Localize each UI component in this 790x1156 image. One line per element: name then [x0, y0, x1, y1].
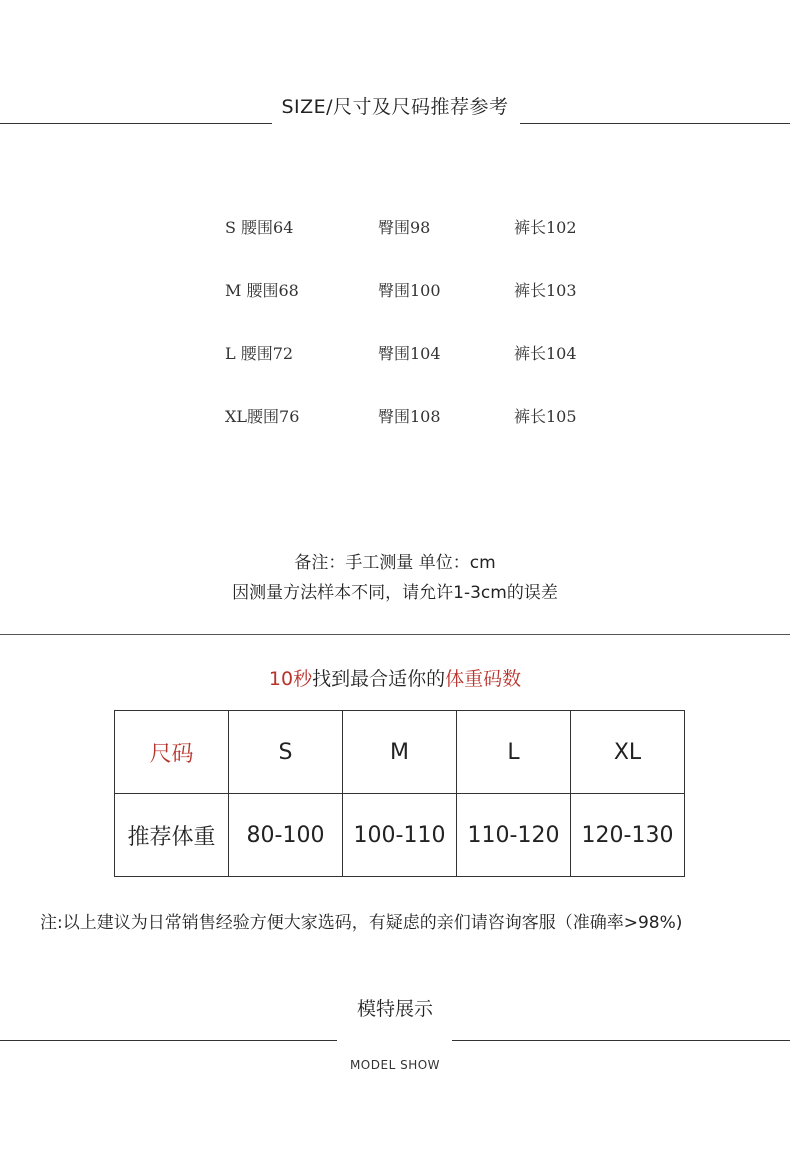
weight-heading: [0, 664, 790, 691]
measurement-note: 备注：手工测量 单位：cm: [294, 553, 496, 573]
measurement-tolerance-note: 因测量方法样本不同，请允许1-3cm的误差: [232, 583, 558, 603]
size-hip: 臀围100: [378, 281, 441, 300]
size-row-m: [225, 278, 299, 301]
table-row: [115, 711, 685, 794]
table-cell-weight: 110-120: [457, 794, 571, 877]
size-row-xl-hip: [378, 404, 441, 427]
table-cell-weight: 100-110: [343, 794, 457, 877]
table-cell-weight: 80-100: [229, 794, 343, 877]
size-row-l-length: [514, 341, 577, 364]
weight-table: [114, 710, 685, 877]
table-row: [115, 794, 685, 877]
heading-highlight-seconds: 10秒: [268, 668, 313, 690]
model-section-title: 模特展示: [356, 998, 433, 1020]
table-header-size: M: [343, 711, 457, 794]
recommendation-disclaimer: 注:以上建议为日常销售经验方便大家选码，有疑虑的亲们请咨询客服（准确率>98%): [40, 913, 683, 933]
table-header-size: L: [457, 711, 571, 794]
size-row-m-length: [514, 278, 577, 301]
size-hip: 臀围104: [378, 344, 441, 363]
size-row-l-hip: [378, 341, 441, 364]
size-waist: S 腰围64: [225, 218, 294, 237]
size-row-s-hip: [378, 215, 430, 238]
table-header-size-label: 尺码: [115, 711, 229, 794]
section-divider: [0, 634, 790, 635]
size-row-xl-length: [514, 404, 577, 427]
table-header-size: XL: [571, 711, 685, 794]
size-length: 裤长103: [514, 281, 577, 300]
size-length: 裤长104: [514, 344, 577, 363]
title-left-rule: [0, 123, 272, 124]
model-right-rule: [452, 1040, 790, 1041]
size-row-s-length: [514, 215, 577, 238]
size-hip: 臀围98: [378, 218, 431, 237]
size-length: 裤长105: [514, 407, 577, 426]
table-cell-weight: 120-130: [571, 794, 685, 877]
table-row-label: 推荐体重: [115, 794, 229, 877]
size-hip: 臀围108: [378, 407, 441, 426]
size-row-m-hip: [378, 278, 441, 301]
size-row-xl: [225, 404, 299, 427]
heading-text: 找到最合适你的: [312, 668, 446, 690]
heading-highlight-weight: 体重码数: [445, 668, 522, 690]
size-waist: M 腰围68: [225, 281, 299, 300]
model-section-subtitle: MODEL SHOW: [349, 1058, 441, 1072]
size-row-l: [225, 341, 293, 364]
size-waist: L 腰围72: [225, 344, 294, 363]
table-header-size: S: [229, 711, 343, 794]
size-waist: XL腰围76: [225, 407, 300, 426]
model-left-rule: [0, 1040, 337, 1041]
title-right-rule: [520, 123, 790, 124]
size-section-title: SIZE/尺寸及尺码推荐参考: [281, 96, 509, 118]
size-row-s: [225, 215, 293, 238]
size-length: 裤长102: [514, 218, 577, 237]
